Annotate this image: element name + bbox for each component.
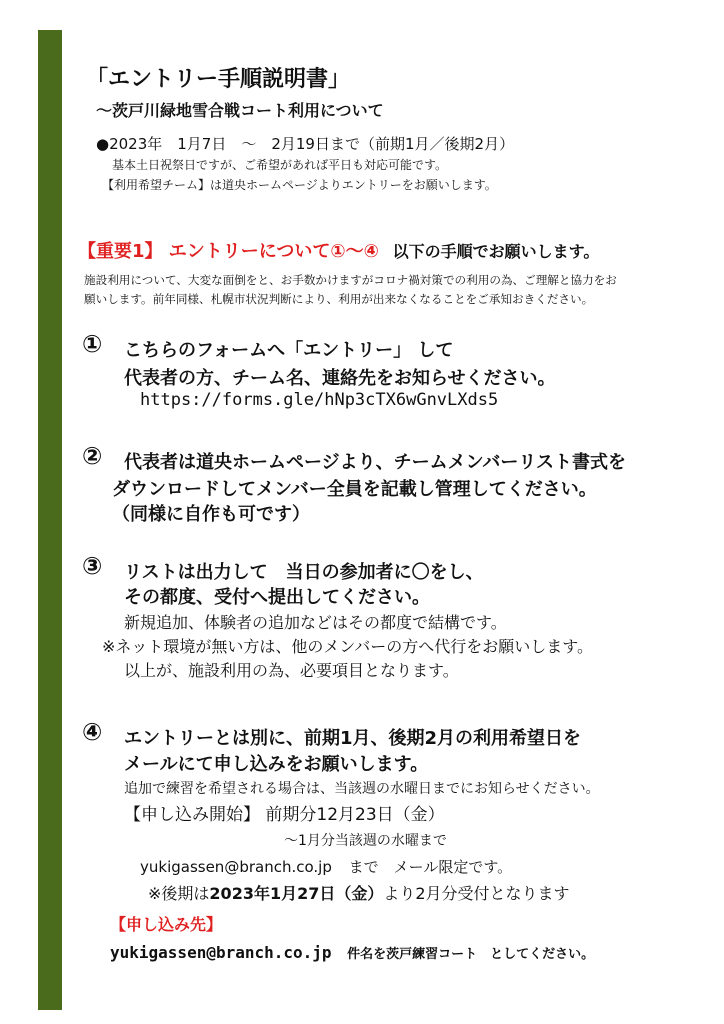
application-start: 【申し込み開始】 前期分12月23日（金） (124, 805, 445, 825)
step-1-line-2: 代表者の方、チーム名、連絡先をお知らせください。 (124, 368, 556, 389)
page-subtitle: ～茨戸川緑地雪合戦コート利用について (96, 101, 384, 120)
step-2-line-1: 代表者は道央ホームページより、チームメンバーリスト書式を (124, 452, 627, 473)
step-3-line-3: 新規追加、体験者の追加などはその都度で結構です。 (124, 613, 507, 632)
apply-email[interactable]: yukigassen@branch.co.jp (110, 943, 332, 962)
late-period-note (148, 881, 570, 904)
step-4-email-tail: まで メール限定です。 (348, 858, 513, 876)
step-3-line-2: その都度、受付へ提出してください。 (124, 587, 430, 608)
important-body-1: 施設利用について、大変な面倒をと、お手数かけますがコロナ禍対策での利用の為、ご理解と協力をお (84, 273, 617, 287)
late-period-prefix: ※後期は (148, 884, 210, 903)
entry-form-url[interactable]: https://forms.gle/hNp3cTX6wGnvLXds5 (140, 390, 499, 410)
page-title: 「エントリー手順説明書」 (86, 67, 351, 92)
step-4-email[interactable]: yukigassen@branch.co.jp (140, 858, 332, 876)
step-4-line-1: エントリーとは別に、前期1月、後期2月の利用希望日を (124, 728, 582, 749)
step-4-deadline: ～1月分当該週の水曜まで (284, 833, 447, 849)
team-entry-note: 【利用希望チーム】は道央ホームページよりエントリーをお願いします。 (102, 178, 497, 192)
step-2-line-3: （同様に自作も可です） (112, 504, 310, 525)
late-period-suffix: より2月分受付となります (383, 884, 570, 903)
step-3-line-5: 以上が、施設利用の為、必要項目となります。 (124, 661, 459, 680)
important-label: 【重要1】 エントリーについて①～④ (78, 241, 379, 262)
step-1-line-1: こちらのフォームへ「エントリー」 して (124, 340, 454, 361)
step-4-email-line (140, 856, 512, 877)
important-heading (78, 237, 599, 263)
step-2-number: ② (82, 442, 103, 470)
step-4-number: ④ (82, 718, 103, 746)
step-3-line-4: ※ネット環境が無い方は、他のメンバーの方へ代行をお願いします。 (102, 637, 594, 656)
apply-tail: 件名を茨戸練習コート としてください。 (347, 947, 595, 962)
step-2-line-2: ダウンロードしてメンバー全員を記載し管理してください。 (112, 479, 597, 500)
apply-label: 【申し込み先】 (110, 915, 223, 934)
late-period-date: 2023年1月27日（金） (209, 884, 384, 903)
step-4-line-2: メールにて申し込みをお願いします。 (124, 754, 429, 775)
important-body-2: 願いします。前年同様、札幌市状況判断により、利用が出来なくなることをご承知おきください。 (84, 292, 594, 306)
apply-line (110, 943, 594, 962)
step-1-number: ① (82, 330, 103, 358)
important-tail: 以下の手順でお願いします。 (392, 242, 600, 261)
weekday-note: 基本土日祝祭日ですが、ご希望があれば平日も対応可能です。 (112, 158, 448, 172)
step-4-line-3: 追加で練習を希望される場合は、当該週の水曜日までにお知らせください。 (124, 781, 600, 797)
step-3-number: ③ (82, 552, 103, 580)
accent-bar (38, 30, 62, 1010)
period-line: ●2023年 1月7日 ～ 2月19日まで（前期1月／後期2月） (96, 135, 515, 153)
step-3-line-1: リストは出力して 当日の参加者に〇をし、 (124, 562, 484, 583)
